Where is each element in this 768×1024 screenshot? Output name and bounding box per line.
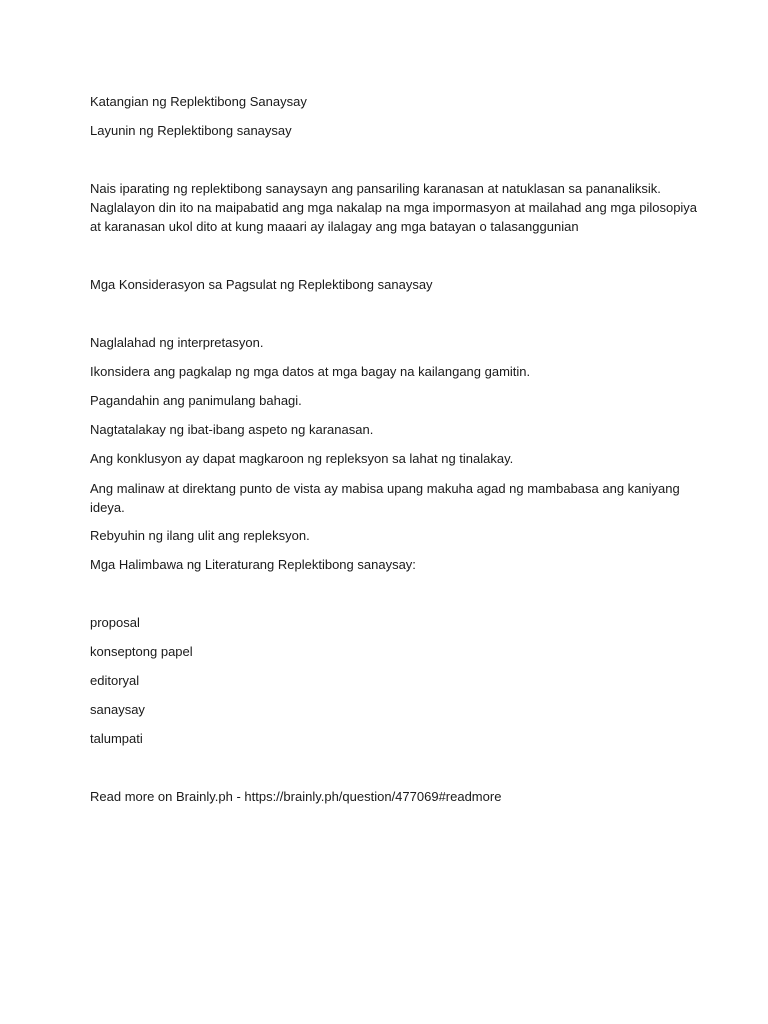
example-item: talumpati [90, 731, 143, 746]
paragraph-line: Nais iparating ng replektibong sanaysayn ang pansariling karanasan at natuklasan sa pananaliksik. [90, 181, 661, 196]
purpose-paragraph [90, 179, 697, 236]
viewpoint-paragraph [90, 479, 680, 517]
examples-heading: Mga Halimbawa ng Literaturang Replektibong sanaysay: [90, 557, 416, 572]
paragraph-line: Ang malinaw at direktang punto de vista ay mabisa upang makuha agad ng mambabasa ang kaniyang [90, 481, 680, 496]
consideration-item: Naglalahad ng interpretasyon. [90, 335, 264, 350]
read-more-line: Read more on Brainly.ph - https://brainly.ph/question/477069#readmore [90, 789, 502, 804]
document-title: Katangian ng Replektibong Sanaysay [90, 94, 307, 109]
review-line: Rebyuhin ng ilang ulit ang repleksyon. [90, 528, 310, 543]
example-item: sanaysay [90, 702, 145, 717]
example-item: proposal [90, 615, 140, 630]
document-subtitle: Layunin ng Replektibong sanaysay [90, 123, 292, 138]
consideration-item: Ang konklusyon ay dapat magkaroon ng repleksyon sa lahat ng tinalakay. [90, 451, 514, 466]
example-item: editoryal [90, 673, 140, 688]
paragraph-line: at karanasan ukol dito at kung maaari ay ilalagay ang mga batayan o talasanggunian [90, 219, 579, 234]
consideration-item: Pagandahin ang panimulang bahagi. [90, 393, 302, 408]
consideration-item: Ikonsidera ang pagkalap ng mga datos at mga bagay na kailangang gamitin. [90, 364, 531, 379]
example-item: konseptong papel [90, 644, 193, 659]
consideration-item: Nagtatalakay ng ibat-ibang aspeto ng karanasan. [90, 422, 374, 437]
considerations-heading: Mga Konsiderasyon sa Pagsulat ng Replektibong sanaysay [90, 277, 433, 292]
paragraph-line: ideya. [90, 500, 125, 515]
paragraph-line: Naglalayon din ito na maipabatid ang mga nakalap na mga impormasyon at mailahad ang mga pilosopiya [90, 200, 698, 215]
